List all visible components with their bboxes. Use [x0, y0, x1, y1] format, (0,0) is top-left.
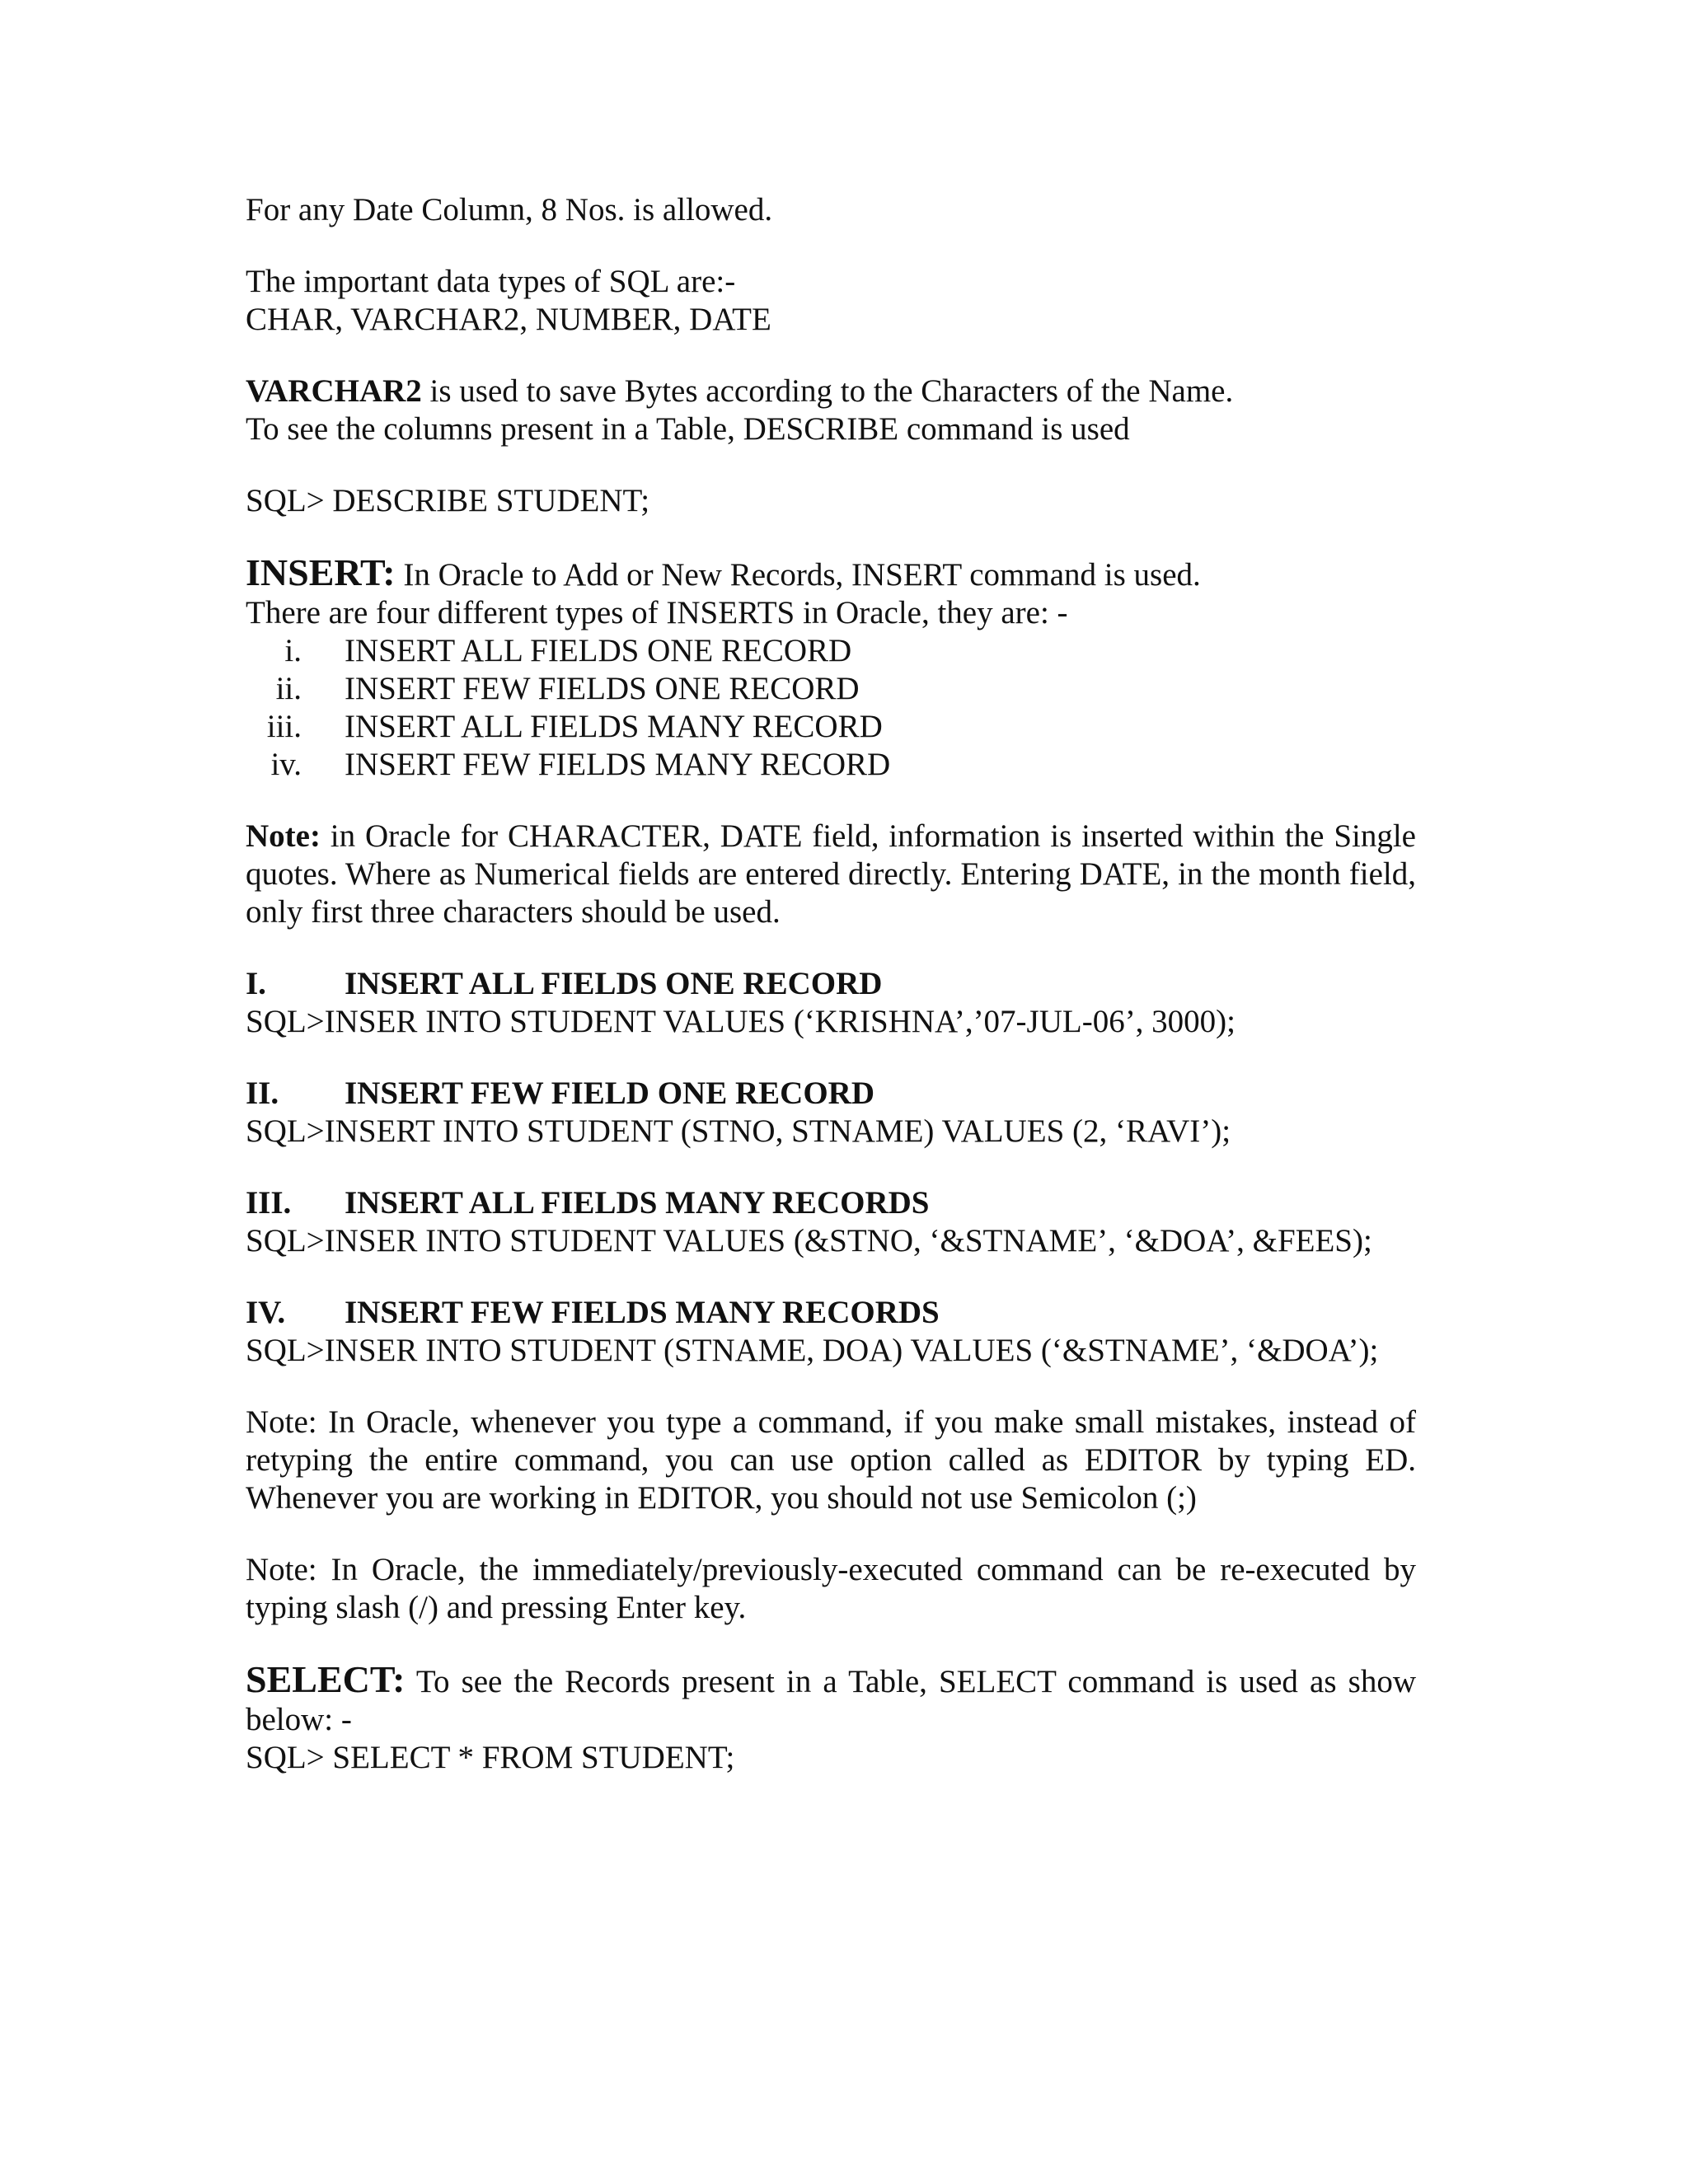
select-paragraph — [246, 1658, 1416, 1739]
section-number: II. — [246, 1076, 279, 1111]
sql-command: SQL>INSERT INTO STUDENT (STNO, STNAME) VALUES (2, ‘RAVI’); — [246, 1113, 1231, 1149]
list-item-number: iv. — [270, 747, 302, 782]
insert-section — [246, 1294, 1416, 1370]
section-number: I. — [246, 966, 266, 1001]
insert-section — [246, 965, 1416, 1041]
note-slash: Note: In Oracle, the immediately/previously-executed command can be re-executed by typing slash (/) and pressing Enter key. — [246, 1552, 1416, 1625]
section-heading — [246, 1184, 1416, 1222]
section-number: IV. — [246, 1295, 286, 1330]
list-item — [246, 746, 1416, 784]
list-item-text: INSERT ALL FIELDS MANY RECORD — [345, 709, 883, 744]
list-item-number: iii. — [266, 709, 302, 744]
insert-section — [246, 1184, 1416, 1260]
list-item-number: i. — [284, 633, 302, 668]
section-title: INSERT ALL FIELDS ONE RECORD — [345, 966, 883, 1001]
note-editor: Note: In Oracle, whenever you type a command, if you make small mistakes, instead of retyping the entire command, you can use option called as EDITOR by typing ED. Whenever you are working in EDITOR, you should not use Semicolon (;) — [246, 1404, 1416, 1516]
list-item — [246, 708, 1416, 746]
varchar-text: is used to save Bytes according to the Characters of the Name. — [421, 373, 1234, 409]
note-character-date — [246, 818, 1416, 931]
section-title: INSERT ALL FIELDS MANY RECORDS — [345, 1185, 930, 1221]
list-item-text: INSERT ALL FIELDS ONE RECORD — [345, 633, 852, 668]
sql-command: SQL>INSER INTO STUDENT VALUES (&STNO, ‘&STNAME’, ‘&DOA’, &FEES); — [246, 1223, 1372, 1258]
insert-types-list — [246, 632, 1416, 784]
section-heading — [246, 965, 1416, 1003]
describe-command: SQL> DESCRIBE STUDENT; — [246, 483, 650, 518]
varchar-term: VARCHAR2 — [246, 373, 422, 409]
select-text: To see the Records present in a Table, SELECT command is used as show below: - — [246, 1664, 1416, 1737]
section-title: INSERT FEW FIELDS MANY RECORDS — [345, 1295, 940, 1330]
describe-intro: To see the columns present in a Table, DESCRIBE command is used — [246, 411, 1130, 447]
datatypes-list: CHAR, VARCHAR2, NUMBER, DATE — [246, 302, 771, 337]
list-item-number: ii. — [275, 671, 302, 706]
note-label: Note: — [246, 818, 321, 854]
sql-command: SQL>INSER INTO STUDENT VALUES (‘KRISHNA’,’07-JUL-06’, 3000); — [246, 1004, 1236, 1039]
varchar-paragraph — [246, 373, 1416, 410]
section-heading — [246, 1075, 1416, 1113]
datatypes-intro: The important data types of SQL are:- — [246, 264, 736, 299]
select-command: SQL> SELECT * FROM STUDENT; — [246, 1740, 735, 1775]
insert-section — [246, 1075, 1416, 1151]
list-item — [246, 632, 1416, 670]
insert-paragraph — [246, 551, 1416, 594]
section-heading — [246, 1294, 1416, 1332]
list-item-text: INSERT FEW FIELDS ONE RECORD — [345, 671, 860, 706]
list-item-text: INSERT FEW FIELDS MANY RECORD — [345, 747, 891, 782]
section-title: INSERT FEW FIELD ONE RECORD — [345, 1076, 874, 1111]
insert-term: INSERT: — [246, 551, 396, 593]
insert-text: In Oracle to Add or New Records, INSERT command is used. — [395, 557, 1201, 593]
document-body — [246, 191, 1416, 1777]
note-text: in Oracle for CHARACTER, DATE field, information is inserted within the Single quotes. Where as Numerical fields are entered directly. Entering DATE, in the month field, only first three characters should be used. — [246, 818, 1416, 930]
sql-command: SQL>INSER INTO STUDENT (STNAME, DOA) VALUES (‘&STNAME’, ‘&DOA’); — [246, 1333, 1379, 1368]
date-note: For any Date Column, 8 Nos. is allowed. — [246, 192, 773, 227]
select-term: SELECT: — [246, 1658, 406, 1700]
section-number: III. — [246, 1185, 292, 1221]
list-item — [246, 670, 1416, 708]
insert-types-intro: There are four different types of INSERTS in Oracle, they are: - — [246, 595, 1068, 630]
